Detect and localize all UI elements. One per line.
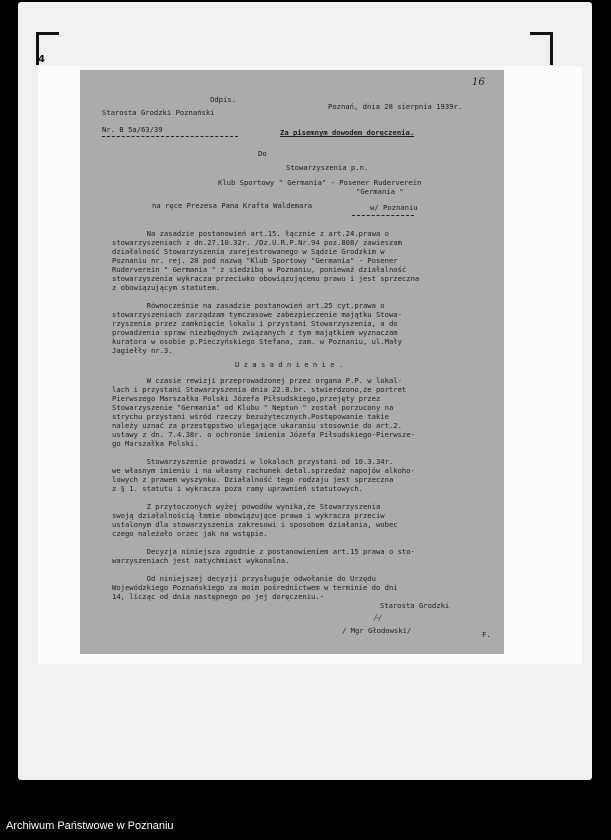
justification-line: warzyszeniach jest natychmiast wykonalna. [112, 556, 290, 565]
address-underline [352, 215, 414, 216]
page-number: 16 [472, 77, 485, 88]
justification-line: Wojewódzkiego Poznańskiego za moim pośrednictwem w terminie do dni [112, 583, 398, 592]
justification-line: ustawy z dn. 7.4.38r. o ochronie imienia Józefa Piłsudskiego-Pierwsze- [112, 430, 415, 439]
body-line: stowarzyszeniach zarządzam tymczasowe zabezpieczenie majątku Stowa- [112, 310, 402, 319]
justification-line: W czasie rewizji przeprowadzonej przez organa P.P. w lokal- [112, 376, 402, 385]
corner-mark-left [36, 32, 59, 65]
justification-line: Decyzja niniejsza zgodnie z postanowieniem art.15 prawa o sto- [112, 547, 415, 556]
body-line: działalność Stowarzyszenia zarejestrowanego w Sądzie Grodzkim w [112, 247, 385, 256]
justification-line: swoją działalnością łamie obowiązujące prawa i wykracza przeciw [112, 511, 385, 520]
body-line: z obowiązującym statutem. [112, 283, 221, 292]
body-line: stowarzyszeniach z dn.27.10.32r. /Dz.U.R.P.Nr.94 poz.808/ zawieszam [112, 238, 402, 247]
document-sheet [80, 70, 504, 654]
frame-number: 4 [38, 54, 45, 65]
justification-line: Stowarzyszenie prowadzi w lokalach przystani od 10.3.34r. [112, 457, 394, 466]
justification-line: we własnym imieniu i na własny rachunek detal.sprzedaż napojów alkoho- [112, 466, 415, 475]
signature-title: Starosta Grodzki [380, 601, 450, 610]
justification-line: Od niniejszej decyzji przysługuje odwołanie do Urzędu [112, 574, 376, 583]
justification-heading: U z a s a d n i e n i e . [235, 360, 344, 369]
recipient-line: "Germania " [356, 187, 404, 196]
justification-line: strychu przystani wśród rzeczy bezużytecznych.Postępowanie takie [112, 412, 389, 421]
delivery-note: Za pisemnym dowodem doręczenia. [280, 128, 415, 137]
justification-line: Pierwszego Marszałka Polski Józefa Piłsudskiego,przejęty przez [112, 394, 381, 403]
recipient-line: Klub Sportowy " Germania" - Posener Ruderverein [218, 178, 422, 187]
justification-line: 14, licząc od dnia następnego po jej doręczeniu.- [112, 592, 325, 601]
body-line: kuratora w osobie p.Pieczyńskiego Stefana, zam. w Poznaniu, ul.Mały [112, 337, 402, 346]
signature-name: / Mgr Głodowski/ [342, 626, 412, 635]
archive-footer [0, 812, 611, 840]
recipient-line: na ręce Prezesa Pana Krafta Waldemara [152, 201, 313, 210]
archive-name: Archiwum Państwowe w Poznaniu [6, 820, 174, 832]
justification-line: Stowarzyszenie "Germania" od Klubu " Neptun " został porzucony na [112, 403, 394, 412]
copy-mark: Odpis. [210, 95, 236, 104]
reference-number: Nr. B 5a/63/39 [102, 125, 163, 134]
reference-underline [102, 136, 238, 137]
body-line: Poznaniu nr. rej. 20 pod nazwą "Klub Sportowy "Germania" - Posener [112, 256, 398, 265]
justification-line: lowych z prawem wyszynku. Działalność tego rodzaju jest sprzeczna [112, 475, 394, 484]
body-line: prowadzenia spraw niezbędnych związanych z tym majątkiem wyznaczam [112, 328, 398, 337]
justification-line: ustalonym dla stowarzyszenia zakresowi i sposobom działania, wobec [112, 520, 398, 529]
signature-mark: /-/ [374, 613, 382, 622]
justification-line: czego należało orzec jak na wstępie. [112, 529, 268, 538]
recipient-line: Stowarzyszenia p.n. [286, 163, 369, 172]
body-line: rzyszenia przez zamknięcie lokalu i przystani Stowarzyszenia, a do [112, 319, 398, 328]
place-date: Poznań, dnia 28 sierpnia 1939r. [328, 102, 463, 111]
body-line: Ruderverein " Germania " z siedzibą w Poznaniu, ponieważ działalność [112, 265, 407, 274]
recipient-line: w/ Poznaniu [370, 203, 418, 212]
typist-initial: F. [482, 630, 491, 639]
issuer: Starosta Grodzki Poznański [102, 108, 215, 117]
addressee-to: Do [258, 149, 267, 158]
corner-mark-right [530, 32, 553, 65]
justification-line: Z przytoczonych wyżej powodów wynika,że Stowarzyszenia [112, 502, 381, 511]
justification-line: lach i przystani Stowarzyszenia dnia 22.8.br. stwierdzono,że portret [112, 385, 407, 394]
body-line: Jagiełły nr.3. [112, 346, 173, 355]
body-line: Na zasadzie postanowień art.15. łącznie z art.24.prawa o [112, 229, 389, 238]
justification-line: go Marszałka Polski. [112, 439, 199, 448]
body-line: Równocześnie na zasadzie postanowień art.25 cyt.prawa o [112, 301, 385, 310]
body-line: stowarzyszenia wykracza przeciwko obowiązującemu prawu i jest sprzeczna [112, 274, 420, 283]
justification-line: z § 1. statutu i wykracza poza ramy uprawnień statutowych. [112, 484, 363, 493]
justification-line: należy uznać za przestępstwo ulegające ukaraniu stosownie do art.2. [112, 421, 402, 430]
